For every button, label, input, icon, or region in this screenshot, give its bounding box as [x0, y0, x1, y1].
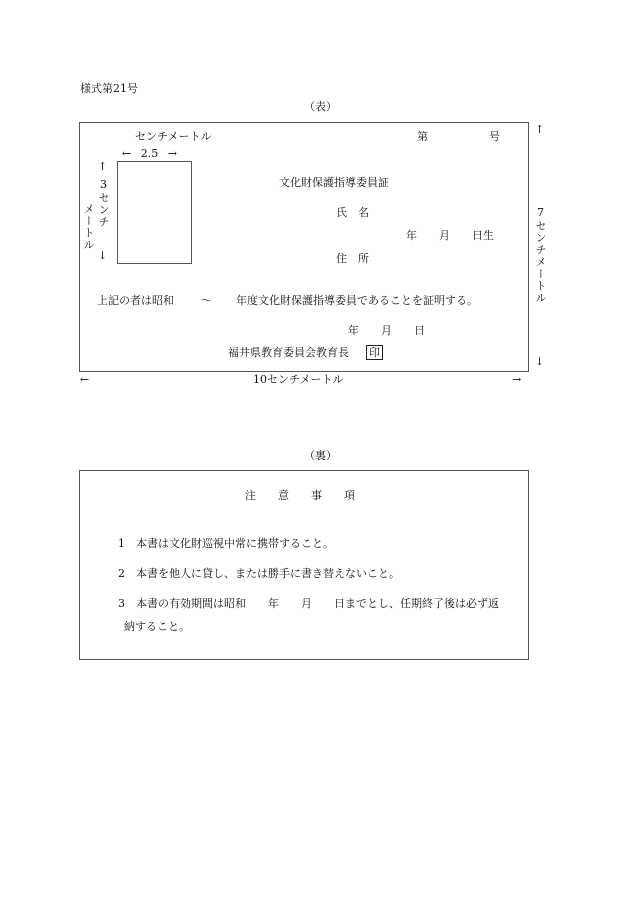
right-height-label: 7センチメートル: [534, 206, 547, 304]
back-heading: （裏）: [304, 449, 337, 462]
photo-height-value: 3センチ: [97, 178, 110, 228]
note-2: 2 本書を他人に貸し、または勝手に書き替えないこと。: [118, 567, 400, 580]
form-number: 様式第21号: [80, 82, 138, 95]
photo-height-unit: メートル: [82, 203, 95, 251]
birth-label: 年 月 日生: [406, 229, 494, 242]
bottom-arrow-left: ←: [80, 373, 90, 386]
certify-prefix: 上記の者は昭和: [97, 294, 174, 307]
right-arrow-down: ↓: [535, 355, 545, 368]
seal: 印: [366, 345, 383, 360]
right-arrow-up: ↑: [535, 123, 545, 136]
bottom-width-label: 10センチメートル: [253, 373, 344, 386]
address-label: 住 所: [336, 252, 369, 265]
certify-tilde: ～: [201, 294, 212, 307]
photo-box: [117, 161, 192, 264]
name-label: 氏 名: [336, 206, 369, 219]
bottom-arrow-right: →: [512, 373, 522, 386]
number-suffix: 号: [489, 130, 500, 143]
front-heading: （表）: [304, 100, 337, 113]
note-1: 1 本書は文化財巡視中常に携帯すること。: [118, 537, 334, 550]
certify-suffix: 年度文化財保護指導委員であることを証明する。: [236, 294, 478, 307]
note-3-line2: 納すること。: [124, 620, 190, 633]
photo-width-value: ← 2.5 →: [122, 147, 177, 160]
note-3-line1: 3 本書の有効期間は昭和 年 月 日までとし、任期終了後は必ず返: [118, 597, 499, 610]
photo-width-unit: センチメートル: [135, 130, 212, 143]
issuer: 福井県教育委員会教育長: [228, 346, 349, 359]
photo-height-arrow-up: ↑: [98, 160, 108, 173]
number-prefix: 第: [417, 130, 428, 143]
photo-height-arrow-down: ↓: [98, 249, 108, 262]
card-title: 文化財保護指導委員証: [279, 176, 389, 189]
date-line: 年 月 日: [348, 324, 425, 337]
notes-title: 注 意 事 項: [245, 489, 355, 502]
